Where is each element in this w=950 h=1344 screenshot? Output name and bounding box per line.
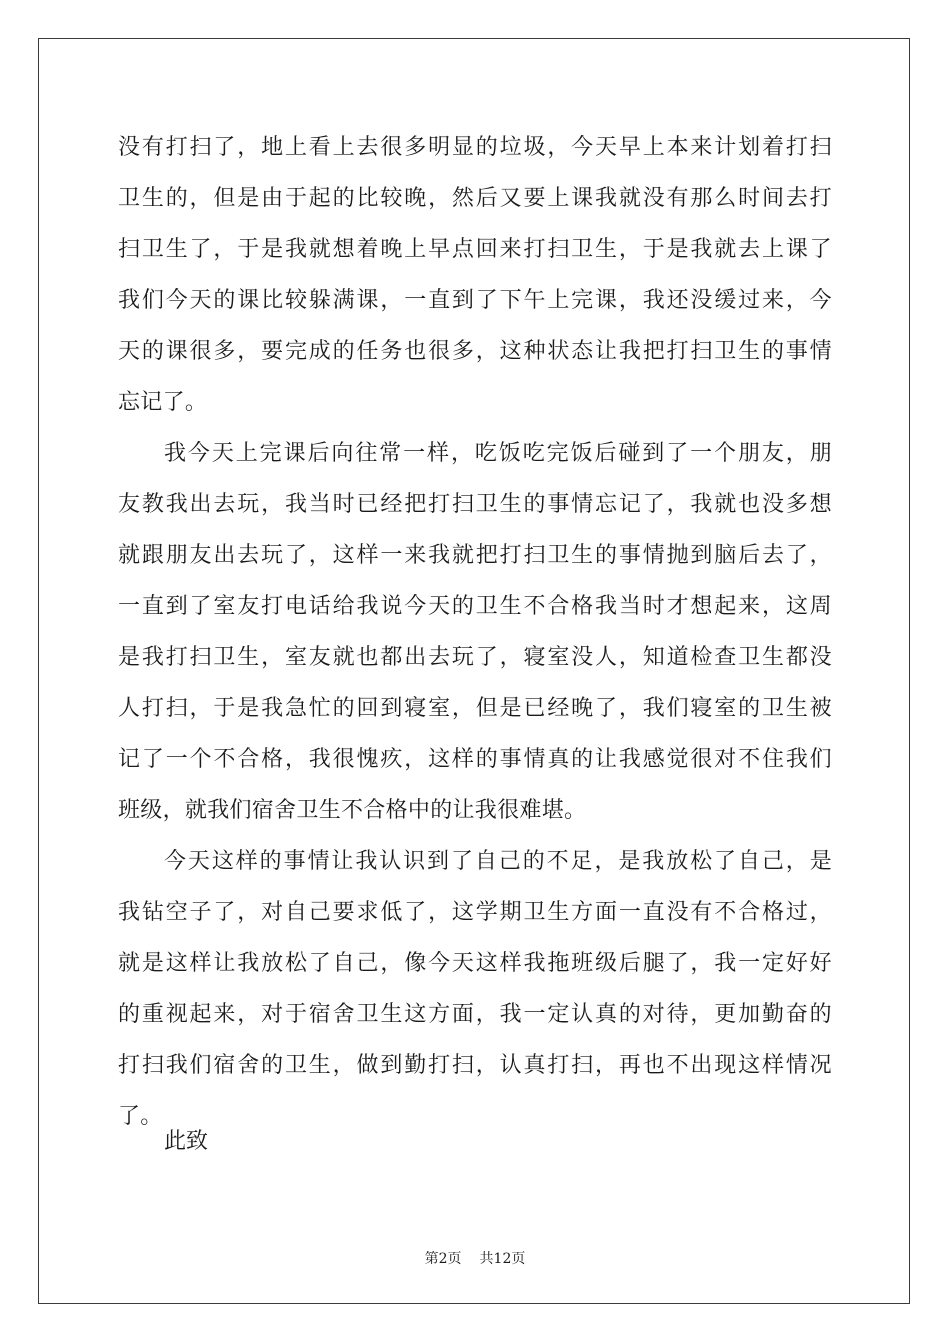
paragraph-3-line: 的重视起来，对于宿舍卫生这方面，我一定认真的对待，更加勤奋的 bbox=[118, 1002, 832, 1027]
paragraph-3-line: 打扫我们宿舍的卫生，做到勤打扫，认真打扫，再也不出现这样情况 bbox=[118, 1053, 832, 1078]
page-total: 共12页 bbox=[479, 1251, 526, 1267]
paragraph-3-line: 我钻空子了，对自己要求低了，这学期卫生方面一直没有不合格过， bbox=[118, 900, 832, 925]
paragraph-2-line: 我今天上完课后向往常一样，吃饭吃完饭后碰到了一个朋友，朋 bbox=[164, 441, 832, 466]
paragraph-1-line: 没有打扫了，地上看上去很多明显的垃圾，今天早上本来计划着打扫 bbox=[118, 135, 832, 160]
paragraph-2-line: 一直到了室友打电话给我说今天的卫生不合格我当时才想起来，这周 bbox=[118, 594, 832, 619]
paragraph-1-line: 卫生的，但是由于起的比较晚，然后又要上课我就没有那么时间去打 bbox=[118, 186, 832, 211]
paragraph-2-line: 记了一个不合格，我很愧疚，这样的事情真的让我感觉很对不住我们 bbox=[118, 747, 832, 772]
paragraph-2-line: 班级，就我们宿舍卫生不合格中的让我很难堪。 bbox=[118, 798, 587, 823]
closing-salutation: 此致 bbox=[164, 1129, 209, 1154]
paragraph-3-line: 就是这样让我放松了自己，像今天这样我拖班级后腿了，我一定好好 bbox=[118, 951, 832, 976]
paragraph-2-line: 友教我出去玩，我当时已经把打扫卫生的事情忘记了，我就也没多想 bbox=[118, 492, 832, 517]
paragraph-2-line: 就跟朋友出去玩了，这样一来我就把打扫卫生的事情抛到脑后去了， bbox=[118, 543, 832, 568]
paragraph-2-line: 是我打扫卫生，室友就也都出去玩了，寝室没人，知道检查卫生都没 bbox=[118, 645, 832, 670]
paragraph-1-line: 忘记了。 bbox=[118, 390, 208, 415]
paragraph-3-line: 了。 bbox=[118, 1104, 163, 1129]
paragraph-1-line: 扫卫生了，于是我就想着晚上早点回来打扫卫生，于是我就去上课了 bbox=[118, 237, 832, 262]
paragraph-3-line: 今天这样的事情让我认识到了自己的不足，是我放松了自己，是 bbox=[164, 849, 832, 874]
paragraph-2-line: 人打扫，于是我急忙的回到寝室，但是已经晚了，我们寝室的卫生被 bbox=[118, 696, 832, 721]
paragraph-1-line: 我们今天的课比较躲满课，一直到了下午上完课，我还没缓过来，今 bbox=[118, 288, 832, 313]
letter-body bbox=[118, 122, 832, 1142]
page-footer bbox=[0, 1248, 950, 1268]
paragraph-1-line: 天的课很多，要完成的任务也很多，这种状态让我把打扫卫生的事情 bbox=[118, 339, 832, 364]
page-number: 第2页 bbox=[424, 1251, 462, 1267]
